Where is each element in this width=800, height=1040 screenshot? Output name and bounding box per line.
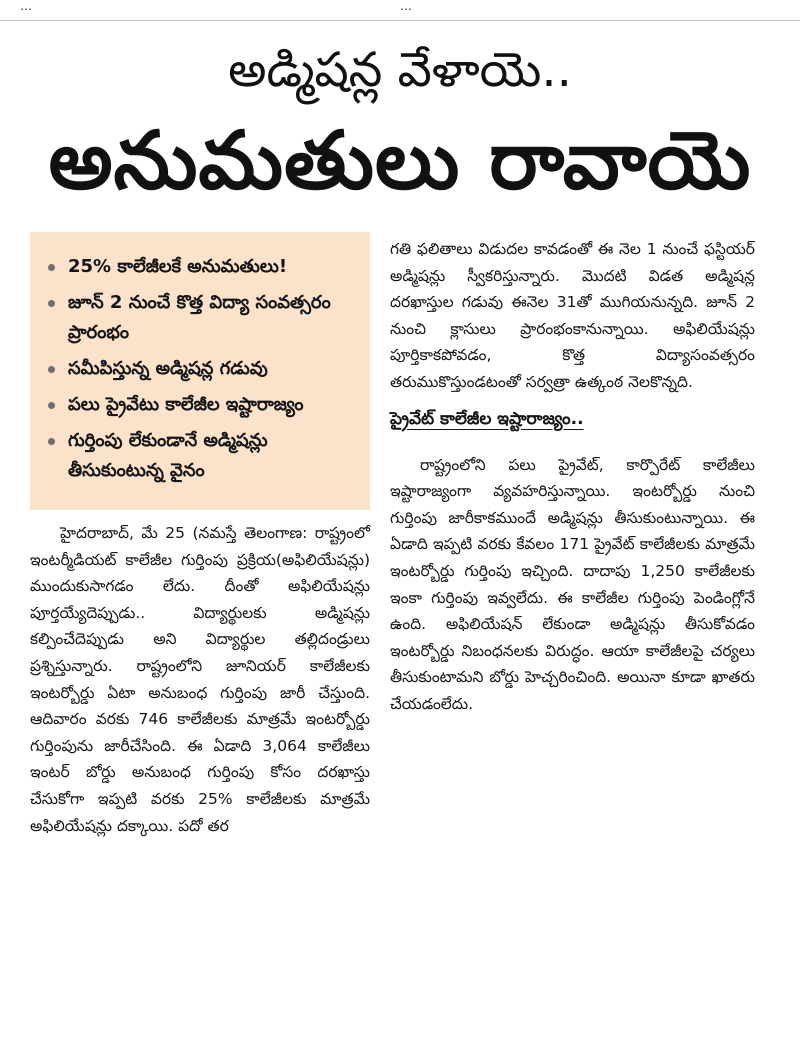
article-paragraph: గతి ఫలితాలు విడుదల కావడంతో ఈ నెల 1 నుంచే ఫస్టియర్ అడ్మిషన్లు స్వీకరిస్తున్నారు. మొదటి విడత అడ్మిషన్ల దరఖాస్తుల గడువు ఈనెల 31తో ముగియనున్నది. జూన్ 2 నుంచి క్లాసులు ప్రారంభంకానున్నాయి. అఫిలియేషన్లు పూర్తికాకపోవడం, కొత్త విద్యాసంవత్సరం తరుముకొస్తుండటంతో సర్వత్రా ఉత్కంఠ నెలకొన్నది. (390, 240, 755, 391)
highlights-box (30, 232, 370, 510)
previous-article-fragment-left: … (20, 0, 32, 13)
highlights-list (48, 252, 360, 486)
article-paragraph: రాష్ట్రంలోని పలు ప్రైవేట్, కార్పొరేట్ కాలేజీలు ఇష్టారాజ్యంగా వ్యవహరిస్తున్నాయి. ఇంటర్బోర్డు నుంచి గుర్తింపు జారీకాకముందే అడ్మిషన్లు తీసుకుంటున్నాయి. ఈ ఏడాది ఇప్పటి వరకు కేవలం 171 ప్రైవేట్ కాలేజీలకు మాత్రమే ఇంటర్బోర్డు గుర్తింపు ఇచ్చింది. దాదాపు 1,250 కాలేజీలకు ఇంకా గుర్తింపు ఇవ్వలేదు. ఈ కాలేజీల గుర్తింపు పెండింగ్లోనే ఉంది. అఫిలియేషన్ లేకుండా అడ్మిషన్లు తీసుకోవడం ఇంటర్బోర్డు నిబంధనలకు విరుద్ధం. ఆయా కాలేజీలపై చర్యలు తీసుకుంటామని బోర్డు హెచ్చరించింది. అయినా కూడా ఖాతరు చేయడంలేదు. (390, 455, 755, 713)
highlight-item: జూన్ 2 నుంచే కొత్త విద్యా సంవత్సరం ప్రారంభం (48, 288, 360, 348)
previous-article-fragment-right: … (400, 0, 412, 13)
bullet-icon (48, 438, 55, 445)
article-right-column (390, 236, 755, 718)
article-left-column (30, 520, 370, 839)
highlight-item: సమీపిస్తున్న అడ్మిషన్ల గడువు (48, 354, 360, 384)
bullet-icon (48, 366, 55, 373)
article-paragraph: హైదరాబాద్, మే 25 (నమస్తే తెలంగాణ: రాష్ట్రంలో ఇంటర్మీడియట్ కాలేజీల గుర్తింపు ప్రక్రియ(అఫిలియేషన్లు) ముందుకుసాగడం లేదు. దీంతో అఫిలియేషన్లు పూర్తయ్యేదెప్పుడు.. విద్యార్థులకు అడ్మిషన్లు కల్పించేదెప్పుడు అని విద్యార్థుల తల్లిదండ్రులు ప్రశ్నిస్తున్నారు. రాష్ట్రంలోని జూనియర్ కాలేజీలకు ఇంటర్బోర్డు ఏటా అనుబంధ గుర్తింపు జారీ చేస్తుంది. ఆదివారం వరకు 746 కాలేజీలకు మాత్రమే ఇంటర్బోర్డు గుర్తింపును జారీచేసింది. ఈ ఏడాది 3,064 కాలేజీలు ఇంటర్ బోర్డు అనుబంధ గుర్తింపు కోసం దరఖాస్తు చేసుకోగా ఇప్పటి వరకు 25% కాలేజీలకు మాత్రమే అఫిలియేషన్లు దక్కాయి. పదో తర (30, 524, 370, 835)
headline-line-1: అడ్మిషన్ల వేళాయె.. (228, 42, 572, 98)
article-subheading: ప్రైవేట్ కాలేజీల ఇష్టారాజ్యం.. (390, 408, 584, 429)
bullet-icon (48, 300, 55, 307)
highlight-item: గుర్తింపు లేకుండానే అడ్మిషన్లు తీసుకుంటున్న వైనం (48, 426, 360, 486)
previous-article-strip (0, 0, 800, 21)
headline-line-2: అనుమతులు రావాయె (48, 114, 752, 207)
bullet-icon (48, 402, 55, 409)
highlight-item: పలు ప్రైవేటు కాలేజీల ఇష్టారాజ్యం (48, 390, 360, 420)
highlight-item: 25% కాలేజీలకే అనుమతులు! (48, 252, 360, 282)
bullet-icon (48, 264, 55, 271)
